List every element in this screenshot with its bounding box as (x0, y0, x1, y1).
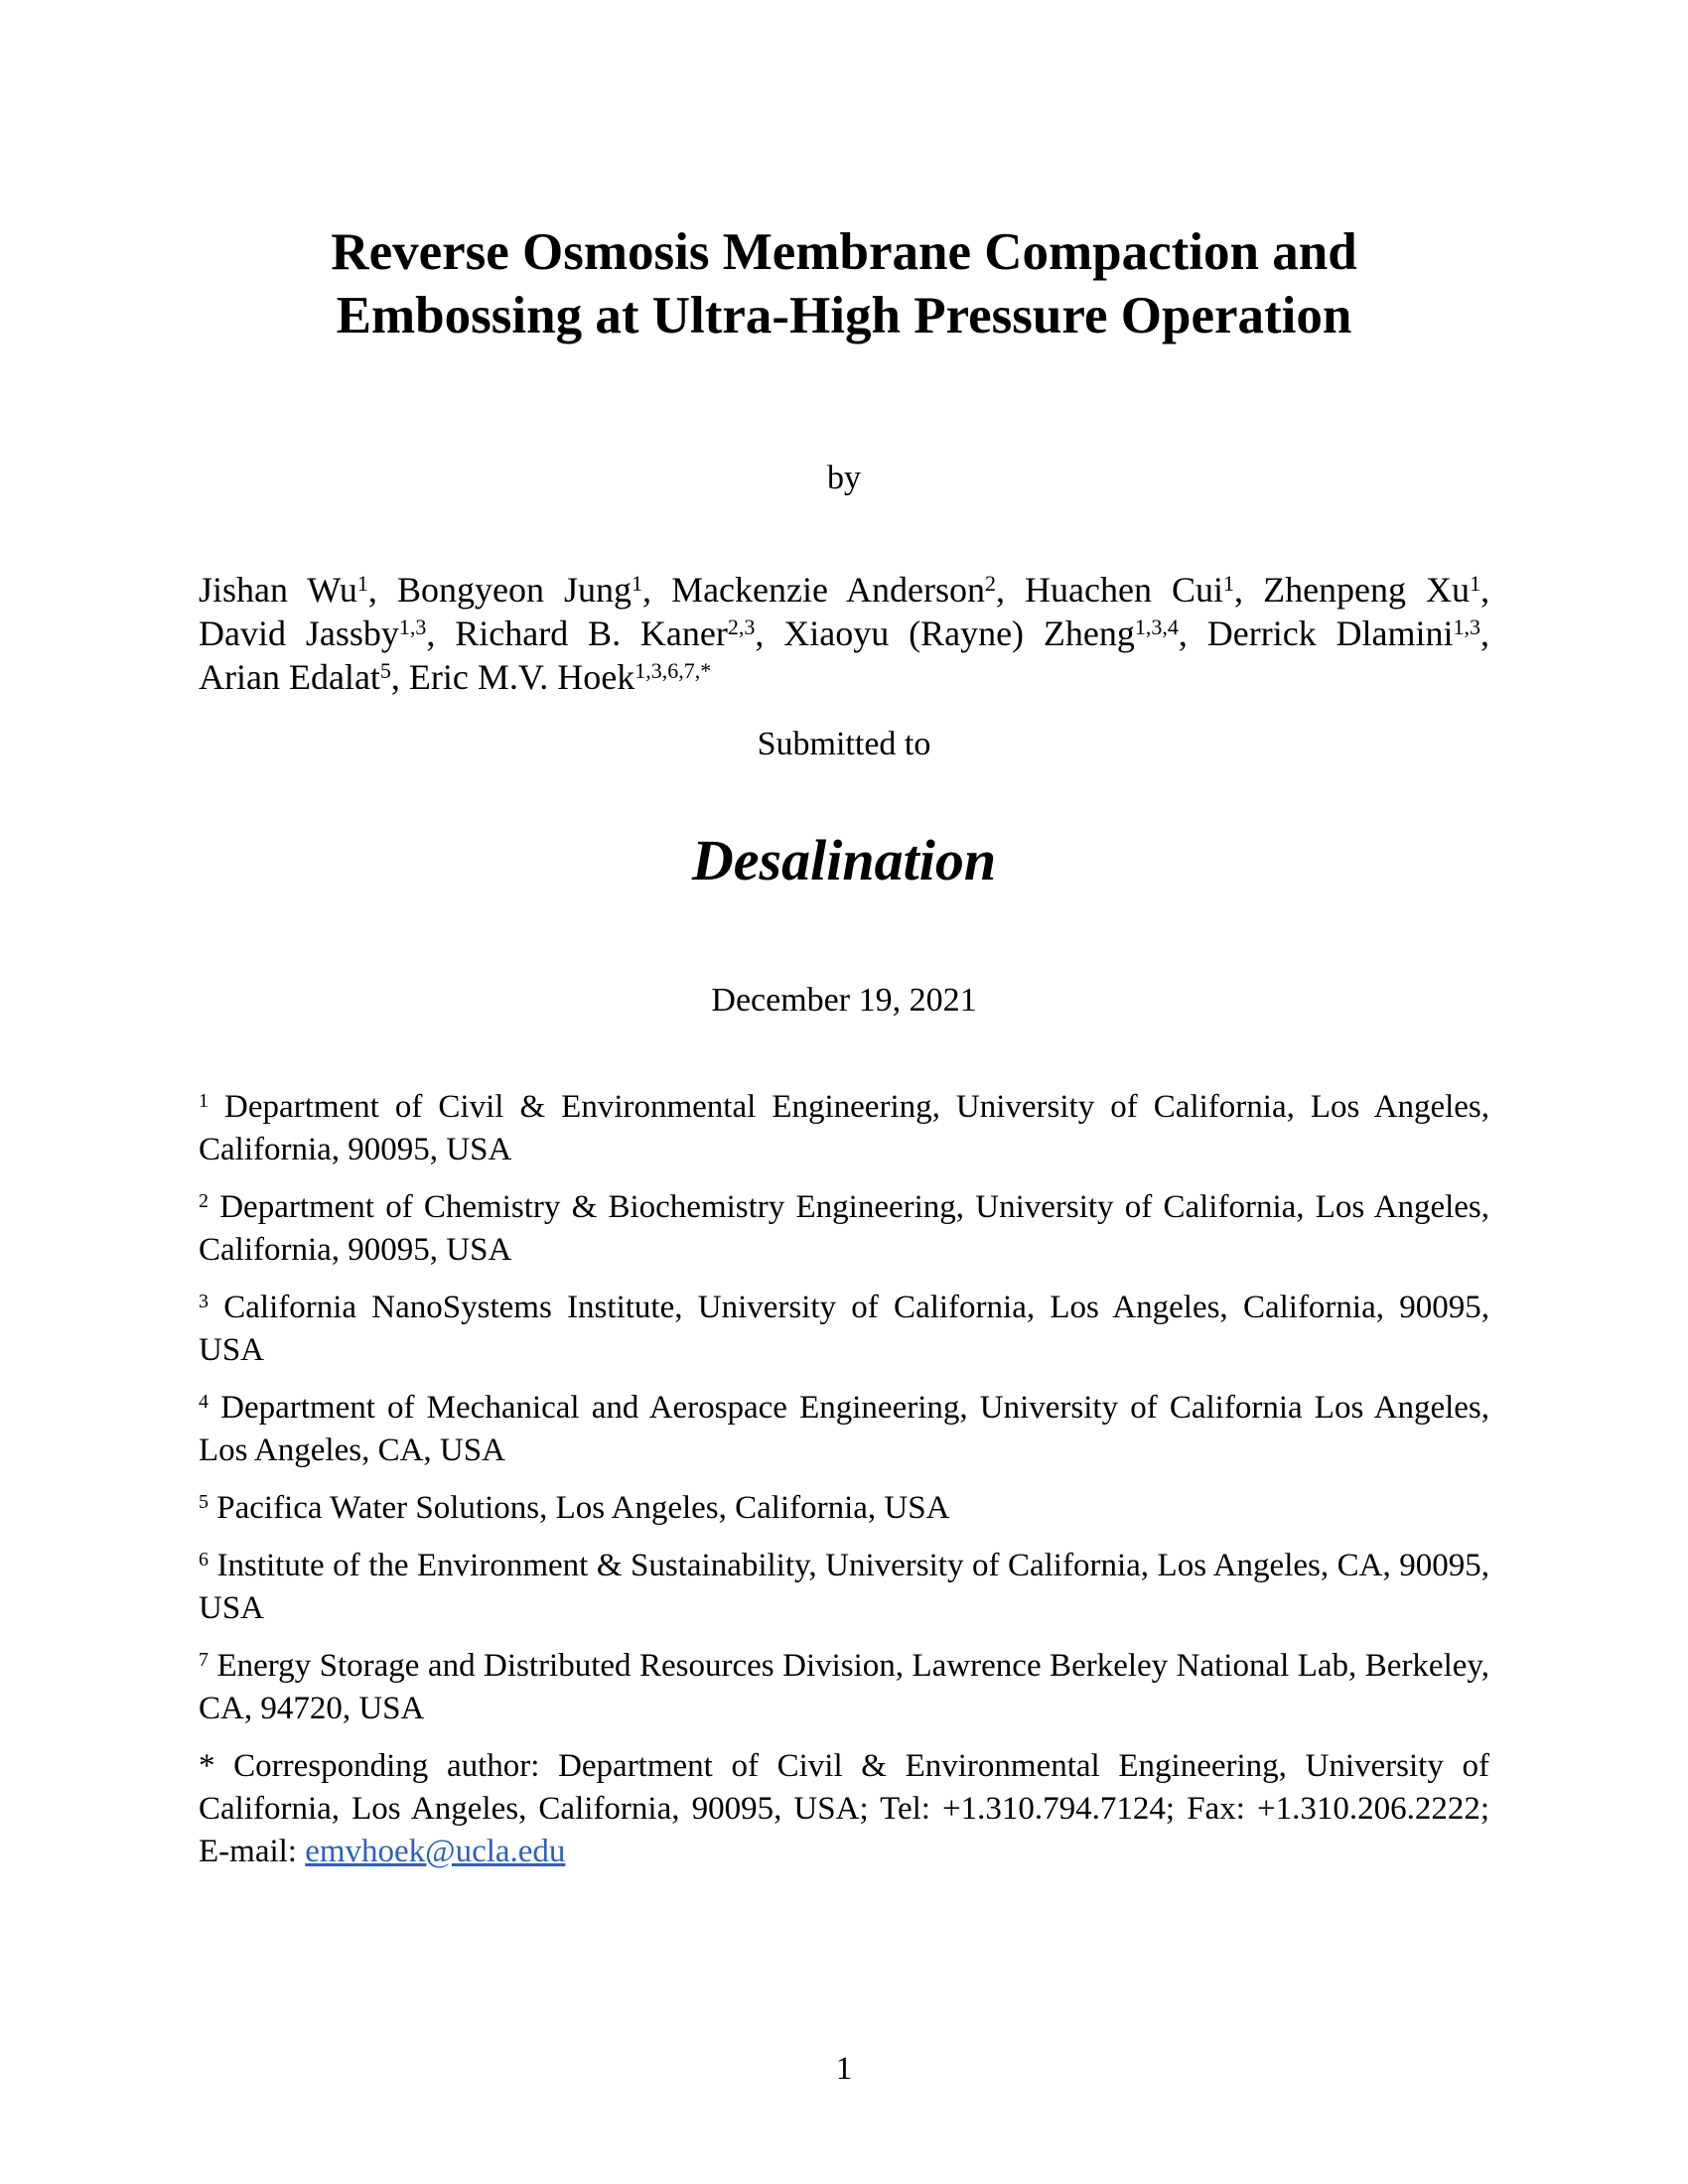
affiliation-item: $^2$ Department of Chemistry & Biochemistry Engineering, University of California, Los Angeles, California, 90095, USA (199, 1189, 1489, 1268)
author-affiliation-superscript: 2 (985, 571, 996, 596)
affiliation-item: $^1$ Department of Civil & Environmental Engineering, University of California, Los Angeles, California, 90095, USA (199, 1089, 1489, 1167)
affiliation-marker: 1 (199, 1090, 209, 1112)
affiliation-item: $^3$ California NanoSystems Institute, University of California, Los Angeles, California, 90095, USA (199, 1290, 1489, 1368)
author-name: David Jassby (199, 614, 399, 653)
author-line: Arian Edalat$^5$, Eric M.V. Hoek$^{1,3,6,7,*}$ (199, 657, 712, 697)
paper-title (199, 220, 1489, 347)
email-link[interactable]: emvhoek@ucla.edu (305, 1834, 566, 1869)
author-name: Huachen Cui (1025, 570, 1224, 610)
author-list (199, 568, 1489, 699)
affiliation-marker: 6 (199, 1549, 209, 1570)
author-affiliation-superscript: 1,3 (398, 614, 427, 639)
author-affiliation-superscript: 1,3,6,7,* (634, 658, 712, 683)
affiliation-item: $^5$ Pacifica Water Solutions, Los Angeles, California, USA (199, 1490, 950, 1526)
author-name: Derrick Dlamini (1206, 614, 1454, 653)
page-number: 1 (835, 2051, 853, 2087)
author-affiliation-superscript: 1 (632, 571, 643, 596)
author-name: Richard B. Kaner (455, 614, 728, 653)
paper-title-line-2: Embossing at Ultra-High Pressure Operation (336, 287, 1352, 344)
author-affiliation-superscript: 1 (1223, 571, 1235, 596)
submission-date: December 19, 2021 (711, 982, 977, 1019)
byline: by (827, 460, 861, 496)
author-affiliation-superscript: 1 (356, 571, 368, 596)
author-affiliation-superscript: 2,3 (727, 614, 756, 639)
affiliation-list (199, 1086, 1489, 1730)
affiliation-marker: 3 (199, 1291, 209, 1312)
author-line: Jishan Wu$^1$, Bongyeon Jung$^1$, Mackenzie Anderson$^2$, Huachen Cui$^1$, Zhenpeng Xu$^1$, (199, 570, 1490, 610)
author-name: Eric M.V. Hoek (408, 657, 635, 697)
affiliation-item: $^4$ Department of Mechanical and Aerospace Engineering, University of California Los Angeles, Los Angeles, CA, USA (199, 1390, 1489, 1468)
page-content (199, 0, 1489, 1873)
author-name: Xiaoyu (Rayne) Zheng (783, 614, 1135, 653)
affiliation-item: $^7$ Energy Storage and Distributed Resources Division, Lawrence Berkeley National Lab, Berkeley, CA, 94720, USA (199, 1648, 1489, 1726)
affiliation-marker: 4 (199, 1391, 209, 1413)
journal-name: Desalination (691, 828, 997, 892)
author-name: Jishan Wu (199, 570, 357, 610)
corresponding-author-note: * Corresponding author: Department of Civil & Environmental Engineering, University of California, Los Angeles, California, 90095, USA; Tel: +1.310.794.7124; Fax: +1.310.206.2222; E-mail: emvhoek@ucla.edu (199, 1748, 1489, 1869)
paper-title-line-1: Reverse Osmosis Membrane Compaction and (331, 223, 1357, 281)
affiliation-marker: 7 (199, 1649, 209, 1671)
affiliation-marker: 5 (199, 1491, 209, 1513)
author-name: Bongyeon Jung (396, 570, 633, 610)
submitted-to-label: Submitted to (757, 726, 931, 762)
affiliation-item: $^6$ Institute of the Environment & Sustainability, University of California, Los Angeles, CA, 90095, USA (199, 1548, 1489, 1626)
author-affiliation-superscript: 5 (379, 658, 391, 683)
author-affiliation-superscript: 1,3 (1453, 614, 1481, 639)
author-line: David Jassby$^{1,3}$, Richard B. Kaner$^{2,3}$, Xiaoyu (Rayne) Zheng$^{1,3,4}$, Derrick Dlamini$^{1,3}$, (199, 614, 1490, 653)
affiliation-marker: 2 (199, 1190, 209, 1212)
author-affiliation-superscript: 1 (1470, 571, 1481, 596)
author-name: Arian Edalat (199, 657, 380, 697)
author-affiliation-superscript: 1,3,4 (1134, 614, 1179, 639)
author-name: Zhenpeng Xu (1263, 570, 1471, 610)
author-name: Mackenzie Anderson (671, 570, 985, 610)
